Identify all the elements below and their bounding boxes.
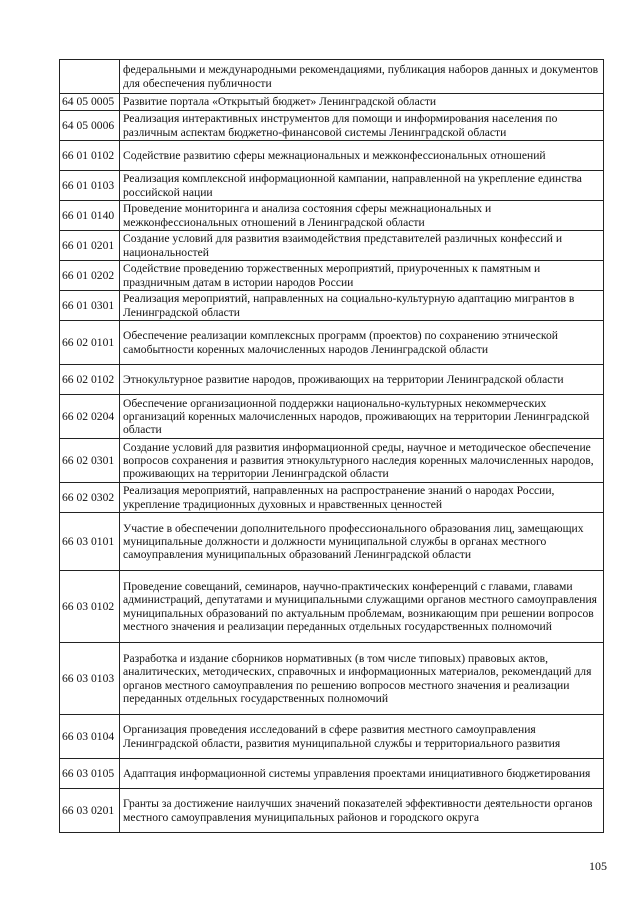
code-cell: 66 02 0204 <box>60 395 120 439</box>
table-row <box>60 483 604 513</box>
description-cell: Создание условий для развития информационной среды, научное и методическое обеспечение вопросов сохранения и развития этнокультурного наследия коренных малочисленных народов, проживающих на территории Ленинградской области <box>120 439 604 483</box>
table-row <box>60 261 604 291</box>
description-cell: Реализация комплексной информационной кампании, направленной на укрепление единства российской нации <box>120 171 604 201</box>
description-cell: Организация проведения исследований в сфере развития местного самоуправления Ленинградской области, развития муниципальной службы и территориального развития <box>120 715 604 759</box>
description-cell: Создание условий для развития взаимодействия представителей различных конфессий и национальностей <box>120 231 604 261</box>
code-cell: 66 03 0201 <box>60 789 120 833</box>
code-cell: 66 01 0202 <box>60 261 120 291</box>
code-cell <box>60 60 120 94</box>
table-row <box>60 643 604 715</box>
table-row <box>60 141 604 171</box>
description-cell: Реализация интерактивных инструментов для помощи и информирования населения по различным аспектам бюджетно-финансовой системы Ленинградской области <box>120 111 604 141</box>
table-row <box>60 321 604 365</box>
description-cell: Реализация мероприятий, направленных на распространение знаний о народах России, укрепление традиционных духовных и нравственных ценностей <box>120 483 604 513</box>
table-row <box>60 171 604 201</box>
table-row <box>60 395 604 439</box>
code-cell: 66 03 0102 <box>60 571 120 643</box>
table-row <box>60 60 604 94</box>
description-cell: Реализация мероприятий, направленных на социально-культурную адаптацию мигрантов в Ленинградской области <box>120 291 604 321</box>
description-cell: Адаптация информационной системы управления проектами инициативного бюджетирования <box>120 759 604 789</box>
code-cell: 66 03 0101 <box>60 513 120 571</box>
code-cell: 66 03 0104 <box>60 715 120 759</box>
budget-code-table <box>59 59 604 833</box>
table-row <box>60 231 604 261</box>
description-cell: Обеспечение реализации комплексных программ (проектов) по сохранению этнической самобытности коренных малочисленных народов Ленинградской области <box>120 321 604 365</box>
code-cell: 66 01 0301 <box>60 291 120 321</box>
table-row <box>60 291 604 321</box>
code-cell: 64 05 0006 <box>60 111 120 141</box>
description-cell: Гранты за достижение наилучших значений показателей эффективности деятельности органов местного самоуправления муниципальных районов и городского округа <box>120 789 604 833</box>
description-cell: Этнокультурное развитие народов, проживающих на территории Ленинградской области <box>120 365 604 395</box>
table-row <box>60 365 604 395</box>
code-cell: 66 02 0302 <box>60 483 120 513</box>
code-cell: 66 01 0103 <box>60 171 120 201</box>
table-row <box>60 571 604 643</box>
table-row <box>60 439 604 483</box>
description-cell: федеральными и международными рекомендациями, публикация наборов данных и документов для обеспечения публичности <box>120 60 604 94</box>
description-cell: Проведение мониторинга и анализа состояния сферы межнациональных и межконфессиональных отношений в Ленинградской области <box>120 201 604 231</box>
table-row <box>60 715 604 759</box>
code-cell: 66 01 0102 <box>60 141 120 171</box>
code-cell: 66 01 0140 <box>60 201 120 231</box>
page-number: 105 <box>589 859 607 873</box>
table-row <box>60 94 604 111</box>
description-cell: Обеспечение организационной поддержки национально-культурных некоммерческих организаций коренных малочисленных народов, проживающих на территории Ленинградской области <box>120 395 604 439</box>
description-cell: Проведение совещаний, семинаров, научно-практических конференций с главами, главами администраций, депутатами и муниципальными служащими органов местного самоуправления муниципальных образований по актуальным проблемам, возникающим при решении вопросов местного значения и реализации переданных отдельных государственных полномочий <box>120 571 604 643</box>
description-cell: Содействие развитию сферы межнациональных и межконфессиональных отношений <box>120 141 604 171</box>
code-cell: 66 02 0101 <box>60 321 120 365</box>
table-row <box>60 201 604 231</box>
description-cell: Развитие портала «Открытый бюджет» Ленинградской области <box>120 94 604 111</box>
table-row <box>60 789 604 833</box>
code-cell: 66 03 0105 <box>60 759 120 789</box>
table-row <box>60 111 604 141</box>
table-row <box>60 513 604 571</box>
code-cell: 66 02 0301 <box>60 439 120 483</box>
code-cell: 64 05 0005 <box>60 94 120 111</box>
code-cell: 66 03 0103 <box>60 643 120 715</box>
code-cell: 66 02 0102 <box>60 365 120 395</box>
code-cell: 66 01 0201 <box>60 231 120 261</box>
table-row <box>60 759 604 789</box>
description-cell: Разработка и издание сборников нормативных (в том числе типовых) правовых актов, аналитических, методических, справочных и информационных материалов, рекомендаций для органов местного самоуправления по решению вопросов местного значения и реализации переданных отдельных государственных полномочий <box>120 643 604 715</box>
description-cell: Участие в обеспечении дополнительного профессионального образования лиц, замещающих муниципальные должности и должности муниципальной службы в органах местного самоуправления муниципальных образований Ленинградской области <box>120 513 604 571</box>
description-cell: Содействие проведению торжественных мероприятий, приуроченных к памятным и праздничным датам в истории народов России <box>120 261 604 291</box>
